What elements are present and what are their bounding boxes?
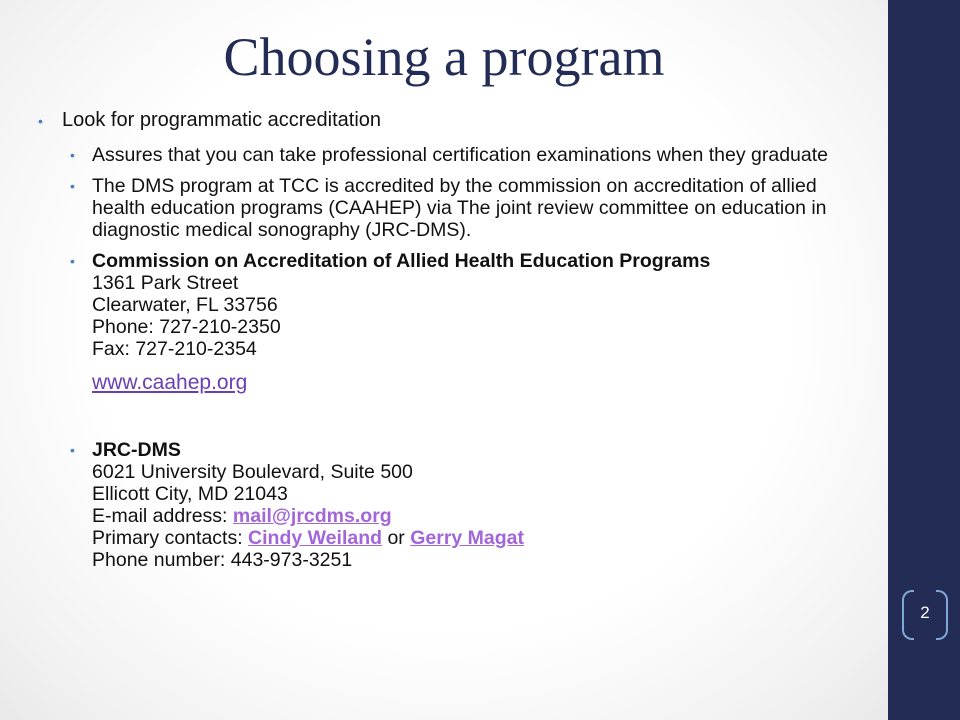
jrc-email-label: E-mail address: xyxy=(92,505,233,527)
bullet-accreditation xyxy=(36,108,866,132)
bullet-text: Look for programmatic accreditation xyxy=(62,109,382,131)
jrc-email-link[interactable]: mail@jrcdms.org xyxy=(232,505,392,527)
jrc-contacts-label: Primary contacts: xyxy=(92,527,249,549)
slide-title: Choosing a program xyxy=(223,27,665,87)
bullet-text: The DMS program at TCC is accredited by the commission on accreditation of allied health education programs (CAAHEP) via The joint review committee on education in diagnostic medical sonography (JRC-DMS). xyxy=(92,175,827,241)
bullet-jrc-address xyxy=(66,439,866,571)
caahep-name: Commission on Accreditation of Allied Health Education Programs xyxy=(92,250,711,272)
page-number: 2 xyxy=(920,603,930,622)
bullet-dot-icon: • xyxy=(70,178,75,194)
bullet-dms-program xyxy=(66,175,866,241)
bullet-certification xyxy=(66,144,866,166)
page-number-badge xyxy=(902,590,948,638)
bullet-text: Assures that you can take professional certification examinations when they graduate xyxy=(92,144,829,166)
bullet-caahep-address xyxy=(66,250,866,396)
contact-cindy-link[interactable]: Cindy Weiland xyxy=(248,527,383,549)
spacer xyxy=(36,405,866,439)
bullet-dot-icon: • xyxy=(70,147,75,163)
bullet-dot-icon: • xyxy=(70,442,75,458)
jrc-city: Ellicott City, MD 21043 xyxy=(92,483,288,505)
bullet-dot-icon: • xyxy=(38,113,43,129)
caahep-city: Clearwater, FL 33756 xyxy=(92,294,278,316)
jrc-street: 6021 University Boulevard, Suite 500 xyxy=(92,461,413,483)
contact-gerry-link[interactable]: Gerry Magat xyxy=(410,527,525,549)
caahep-website-link[interactable]: www.caahep.org xyxy=(92,371,248,394)
jrc-name: JRC-DMS xyxy=(92,439,181,461)
caahep-phone: Phone: 727-210-2350 xyxy=(92,316,281,338)
caahep-fax: Fax: 727-210-2354 xyxy=(92,338,257,360)
jrc-contacts-line xyxy=(92,527,866,549)
jrc-email-line xyxy=(92,505,866,527)
contacts-or-text: or xyxy=(382,527,411,549)
slide-content xyxy=(36,108,866,580)
caahep-street: 1361 Park Street xyxy=(92,272,239,294)
jrc-phone: Phone number: 443-973-3251 xyxy=(92,549,353,571)
bullet-dot-icon: • xyxy=(70,253,75,269)
